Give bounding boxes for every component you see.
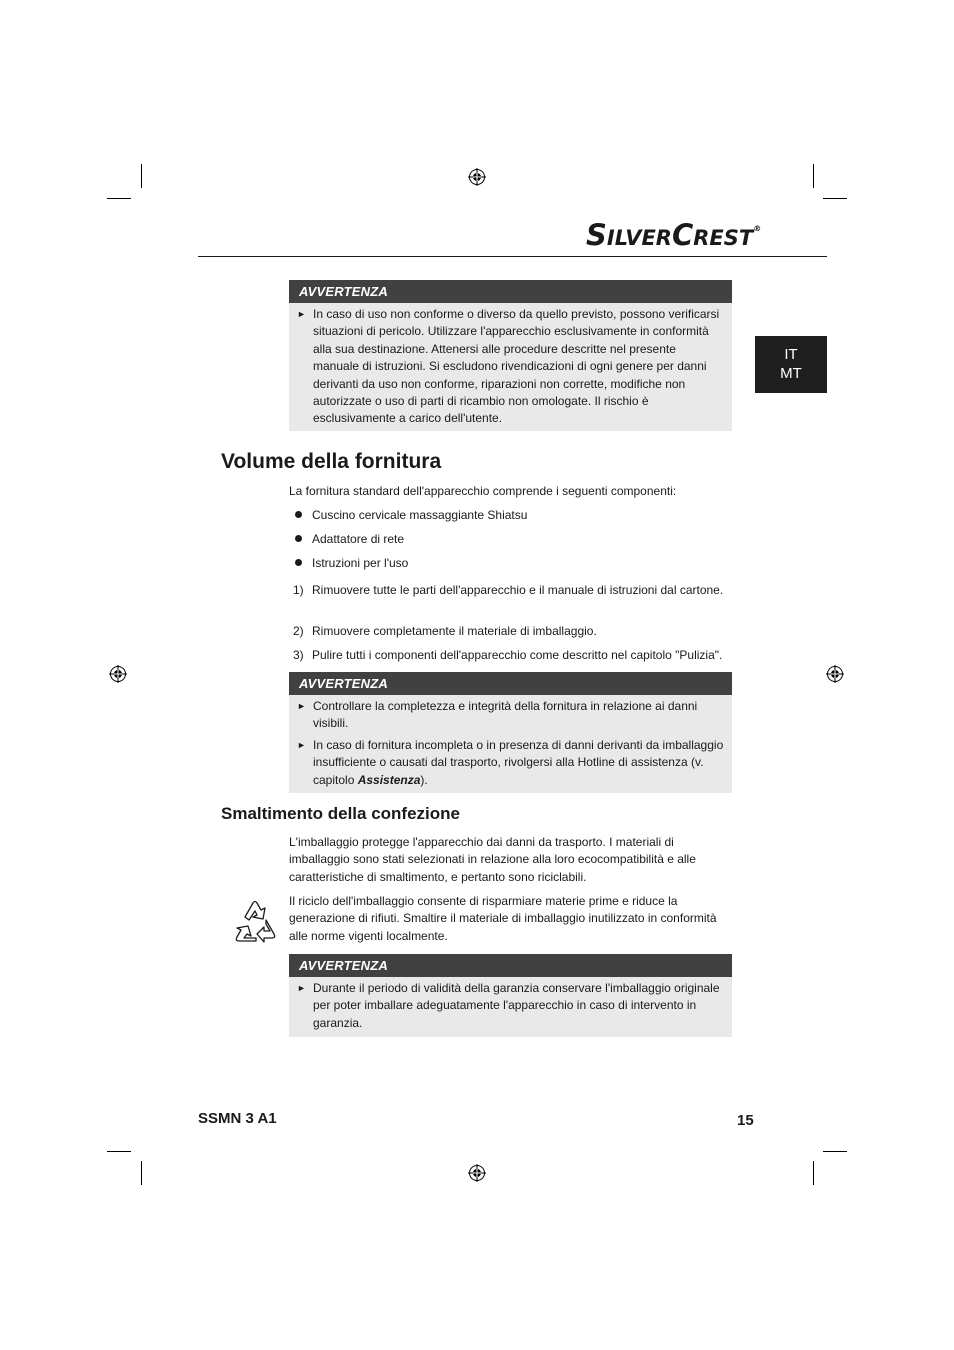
crop-mark	[813, 1161, 814, 1185]
warning-item	[289, 980, 732, 1032]
body-paragraph: L'imballaggio protegge l'apparecchio dai danni da trasporto. I materiali di imballaggio sono stati selezionati in relazione alla loro ecocompatibilità e alle caratteristiche di smaltimento, e pertanto sono riciclabili.	[289, 835, 696, 884]
brand-letter: C	[671, 218, 694, 252]
language-tab	[755, 336, 827, 393]
step-text: Pulire tutti i componenti dell'apparecchio come descritto nel capitolo "Pulizia".	[312, 648, 723, 662]
warning-box	[289, 672, 732, 793]
crop-mark	[823, 198, 847, 199]
step-item	[293, 623, 733, 640]
warning-item	[289, 698, 732, 733]
crop-mark	[107, 1151, 131, 1152]
warning-item-text-part: In caso di fornitura incompleta o in presenza di danni derivanti da imballaggio insufficiente o causati dal trasporto, rivolgersi alla Hotline di assistenza (v. capitolo	[313, 737, 724, 787]
warning-heading: AVVERTENZA	[289, 672, 732, 695]
page-number: 15	[737, 1112, 754, 1129]
list-item-text: Adattatore di rete	[312, 532, 405, 546]
registration-mark-icon	[109, 665, 127, 683]
chapter-reference: Assistenza	[357, 772, 421, 787]
warning-item-text: In caso di uso non conforme o diverso da quello previsto, possono verificarsi situazioni di pericolo. Utilizzare l'apparecchio esclusivamente in conformità alla sua destinazione. Attenersi alle procedure descritte nel presente manuale di istruzioni. Si escludono rivendicazioni di ogni genere per danni derivanti da uso non conforme, riparazioni non corrette, modifiche non autorizzate o uso di parti di ricambio non omologate. Il rischio è esclusivamente a carico dell'utente.	[313, 307, 720, 426]
bullet-icon	[295, 559, 302, 566]
model-number: SSMN 3 A1	[198, 1110, 277, 1127]
warning-item-text: Controllare la completezza e integrità della fornitura in relazione ai danni visibili.	[313, 699, 698, 731]
body-paragraph: Il riciclo dell'imballaggio consente di risparmiare materie prime e riduce la generazione di rifiuti. Smaltire il materiale di imballaggio inutilizzato in conformità alle norme vigenti localmente.	[289, 894, 717, 943]
trademark-symbol: ®	[753, 224, 762, 233]
warning-item-text-part: ).	[420, 772, 428, 787]
step-number: 3)	[293, 648, 304, 662]
step-number: 2)	[293, 624, 304, 638]
crop-mark	[813, 164, 814, 188]
language-code: IT	[784, 346, 798, 363]
warning-box	[289, 280, 732, 431]
crop-mark	[141, 164, 142, 188]
crop-mark	[107, 198, 131, 199]
warning-item-text: Durante il periodo di validità della garanzia conservare l'imballaggio originale per poter imballare adeguatamente l'apparecchio in caso di intervento in garanzia.	[313, 981, 720, 1030]
arrow-right-icon: ►	[297, 739, 306, 750]
arrow-right-icon: ►	[297, 701, 306, 711]
intro-text: La fornitura standard dell'apparecchio comprende i seguenti componenti:	[289, 484, 677, 498]
warning-item	[289, 306, 732, 428]
step-number: 1)	[293, 583, 304, 597]
crop-mark	[141, 1161, 142, 1185]
bullet-icon	[295, 535, 302, 542]
warning-heading: AVVERTENZA	[289, 280, 732, 303]
registration-mark-icon	[468, 1164, 486, 1182]
warning-item-text	[313, 738, 723, 787]
brand-logo	[586, 218, 762, 252]
brand-letters: ILVER	[606, 226, 672, 250]
step-text: Rimuovere completamente il materiale di imballaggio.	[312, 624, 597, 638]
section-title: Volume della fornitura	[221, 450, 442, 473]
warning-box	[289, 954, 732, 1037]
crop-mark	[823, 1151, 847, 1152]
step-item	[293, 582, 733, 599]
list-item	[295, 531, 404, 548]
list-item-text: Istruzioni per l'uso	[312, 556, 409, 570]
recycle-icon	[226, 895, 284, 951]
registration-mark-icon	[826, 665, 844, 683]
language-code: MT	[780, 365, 802, 382]
arrow-right-icon: ►	[297, 983, 306, 993]
registration-mark-icon	[468, 168, 486, 186]
brand-letter: S	[586, 218, 607, 252]
header-rule	[198, 256, 827, 257]
list-item-text: Cuscino cervicale massaggiante Shiatsu	[312, 508, 528, 522]
step-item	[293, 647, 733, 664]
warning-heading: AVVERTENZA	[289, 954, 732, 977]
warning-item	[289, 737, 732, 789]
arrow-right-icon: ►	[297, 309, 306, 319]
step-text: Rimuovere tutte le parti dell'apparecchio e il manuale di istruzioni dal cartone.	[312, 583, 724, 597]
list-item	[295, 555, 408, 572]
section-title: Smaltimento della confezione	[221, 804, 460, 823]
list-item	[295, 507, 527, 524]
bullet-icon	[295, 511, 302, 518]
brand-letters: REST	[693, 226, 754, 250]
